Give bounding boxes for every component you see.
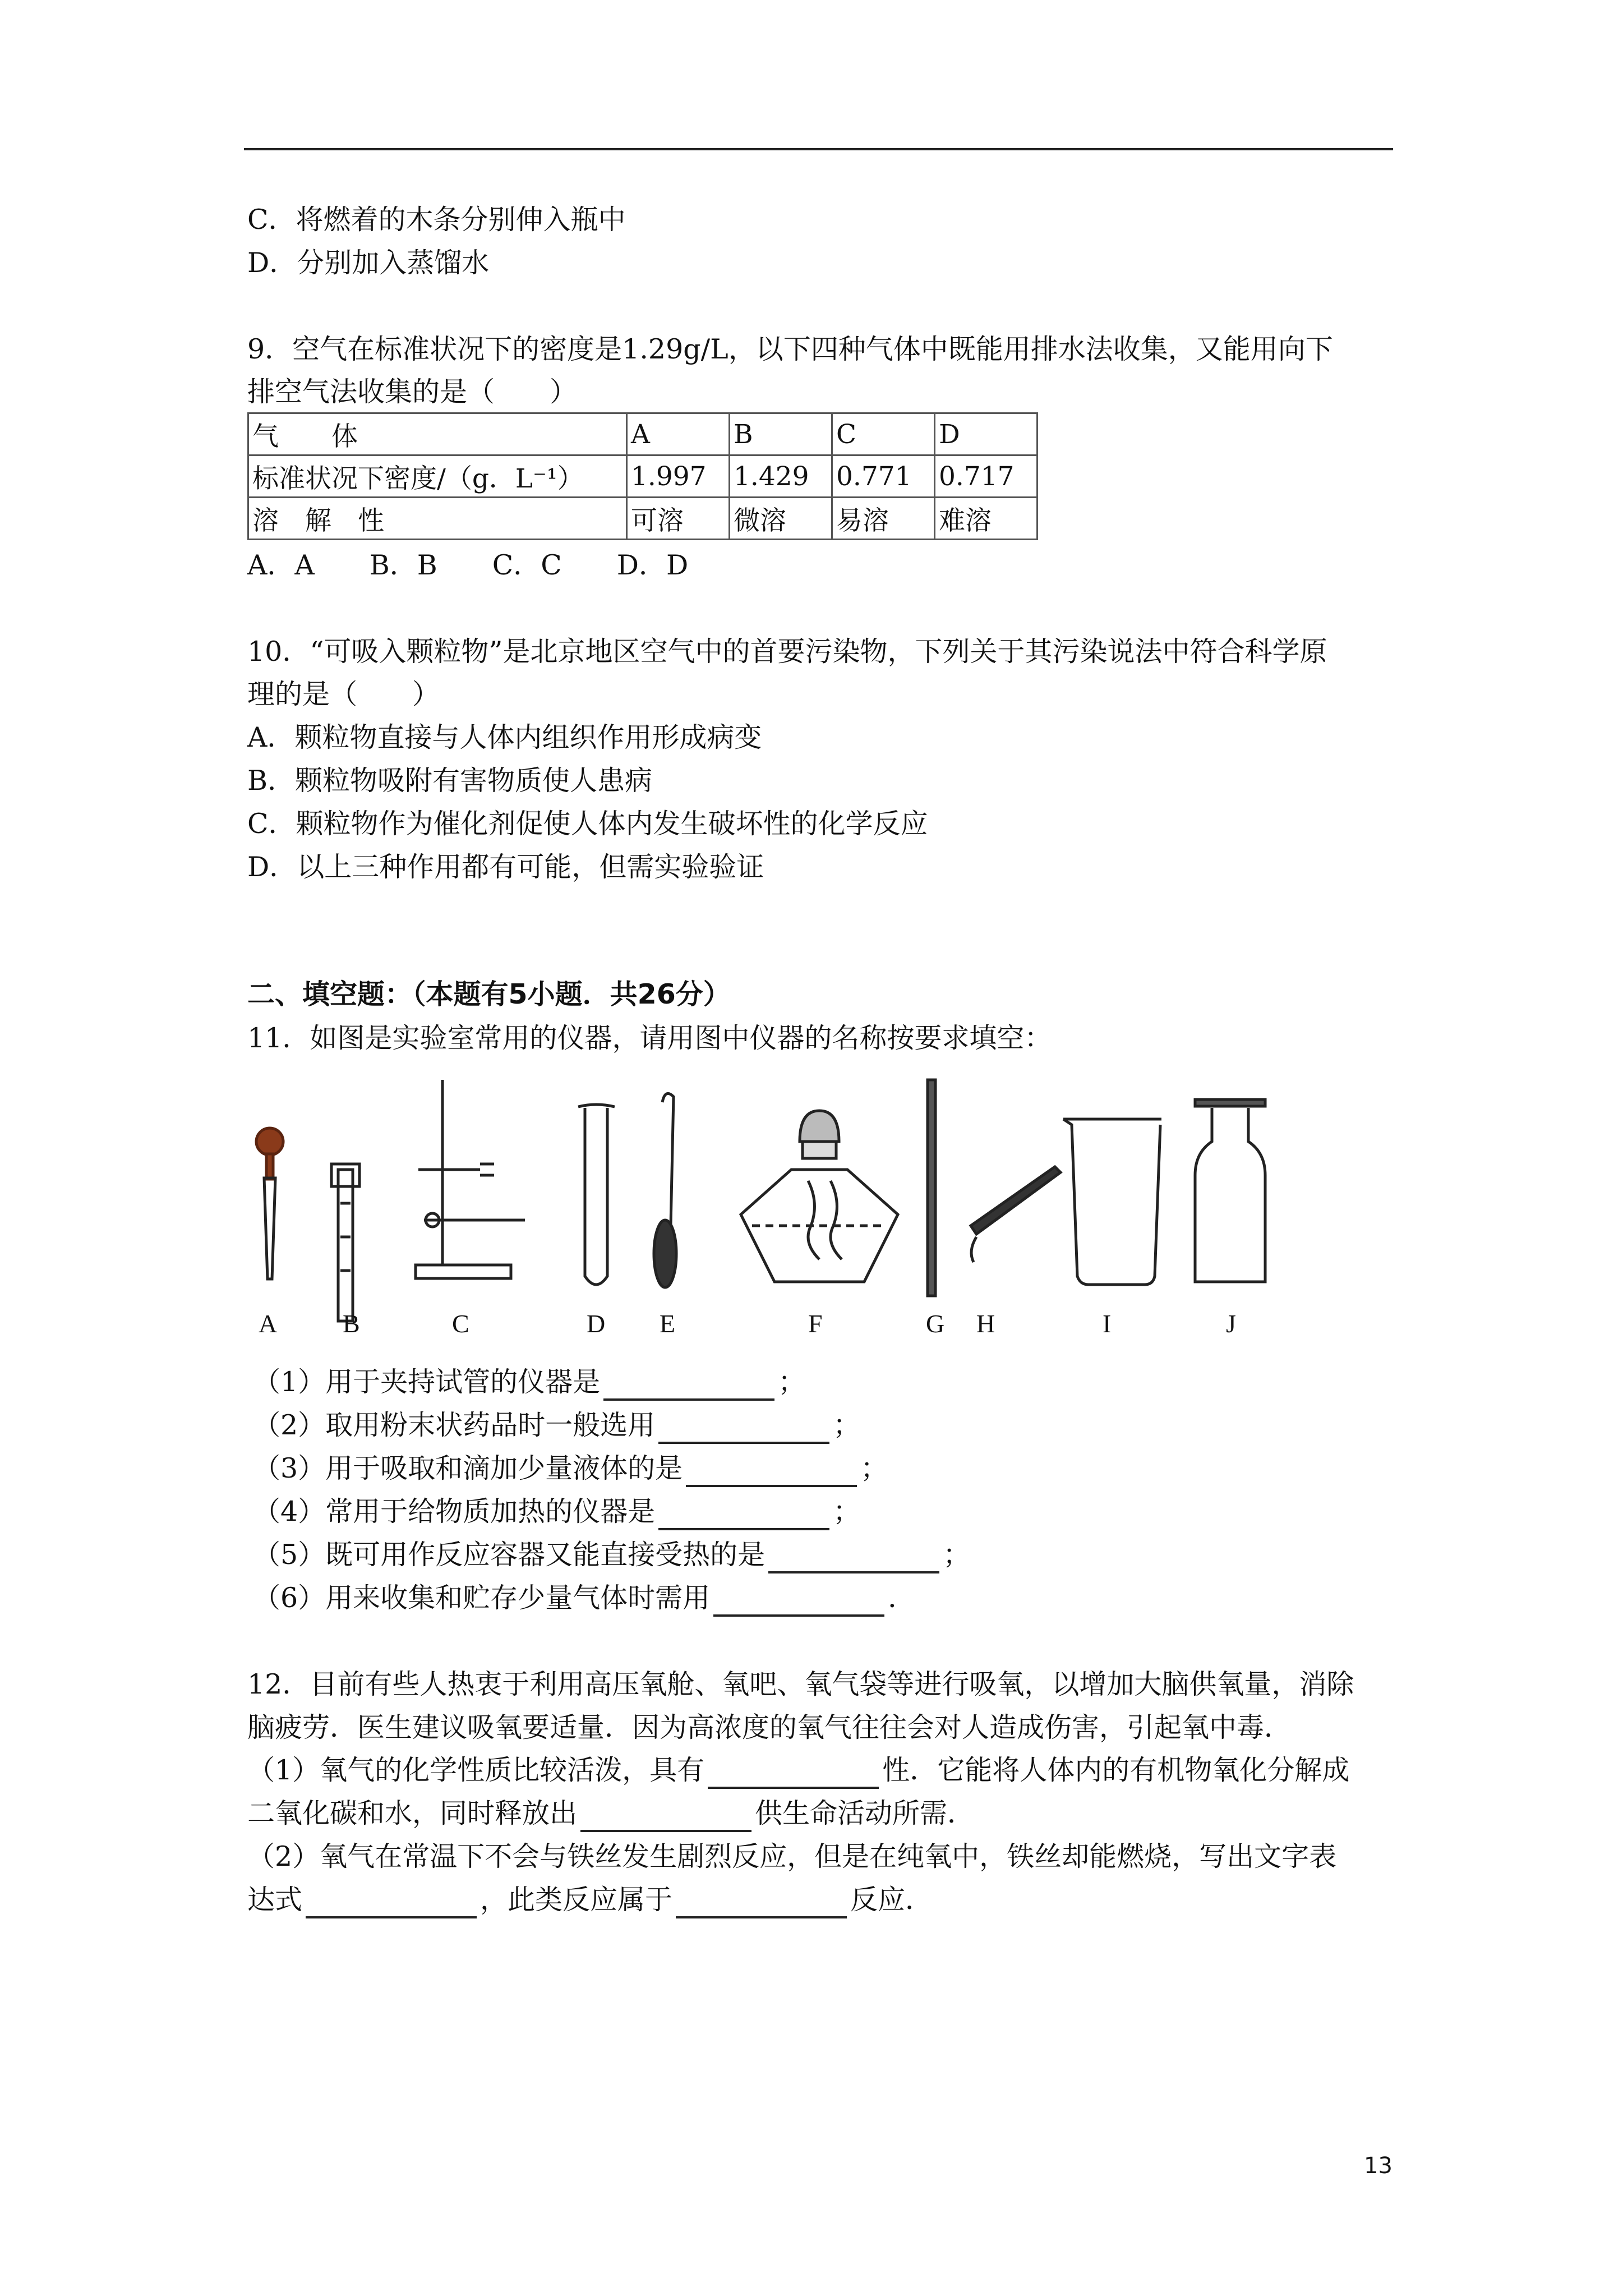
glass-rod-icon (928, 1080, 935, 1296)
q11-stem: 11．如图是实验室常用的仪器，请用图中仪器的名称按要求填空： (247, 1022, 1052, 1054)
answer-blank[interactable] (306, 1887, 477, 1918)
q10-option-c: C．颗粒物作为催化剂促使人体内发生破坏性的化学反应 (247, 808, 928, 840)
header-rule (244, 148, 1393, 150)
answer-blank[interactable] (658, 1499, 829, 1530)
q11-item-2: （2）取用粉末状药品时一般选用 ； (253, 1407, 860, 1444)
q11-item-1: （1）用于夹持试管的仪器是 ； (253, 1364, 805, 1401)
table-cell: A (627, 413, 730, 455)
table-cell: 1.429 (730, 455, 832, 498)
page-number: 13 (1364, 2153, 1393, 2179)
q12-part2-line2: 达式 ，此类反应属于 反应． (247, 1881, 933, 1918)
figure-label: H (976, 1309, 995, 1338)
figure-label: E (660, 1309, 676, 1338)
figure-label: I (1103, 1309, 1112, 1338)
table-cell: 难溶 (935, 498, 1038, 540)
figure-label: A (259, 1309, 278, 1338)
q8-option-d: D．分别加入蒸馏水 (247, 247, 490, 279)
table-cell: 标准状况下密度/（g．L⁻¹） (248, 455, 627, 498)
table-row (248, 498, 1038, 540)
answer-blank[interactable] (658, 1412, 829, 1444)
table-cell: 微溶 (730, 498, 832, 540)
table-cell: 易溶 (832, 498, 935, 540)
answer-blank[interactable] (768, 1542, 939, 1573)
table-cell: C (832, 413, 935, 455)
table-cell: B (730, 413, 832, 455)
q12-part2-line1: （2）氧气在常温下不会与铁丝发生剧烈反应，但是在纯氧中，铁丝却能燃烧，写出文字表 (247, 1841, 1337, 1872)
q10-option-d: D．以上三种作用都有可能，但需实验验证 (247, 851, 764, 883)
section-title: 二、填空题：（本题有5小题．共26分） (247, 978, 731, 1010)
medicine-spoon-icon (654, 1093, 676, 1287)
answer-blank[interactable] (603, 1369, 774, 1401)
figure-label: C (452, 1309, 469, 1338)
q11-item-3: （3）用于吸取和滴加少量液体的是 ； (253, 1450, 888, 1487)
table-cell: 气 体 (248, 413, 627, 455)
table-row (248, 455, 1038, 498)
alcohol-lamp-icon (741, 1111, 898, 1282)
density-table (247, 412, 1038, 540)
gas-bottle-icon (1195, 1099, 1265, 1282)
q9-options: A．A B．B C．C D．D (247, 549, 689, 581)
figure-label: D (587, 1309, 606, 1338)
answer-blank[interactable] (676, 1887, 847, 1918)
instruments-svg (247, 1057, 1268, 1341)
tweezers-icon (971, 1167, 1061, 1262)
test-tube-icon (578, 1105, 615, 1285)
lab-instruments-figure (247, 1057, 1268, 1341)
table-cell: 可溶 (627, 498, 730, 540)
q11-item-5: （5）既可用作反应容器又能直接受热的是 ； (253, 1536, 970, 1573)
q9-stem-line1: 9．空气在标准状况下的密度是1.29g/L，以下四种气体中既能用排水法收集，又能用向下 (247, 333, 1333, 365)
answer-blank[interactable] (580, 1801, 751, 1832)
q12-part1-line2: 二氧化碳和水，同时释放出 供生命活动所需． (247, 1795, 975, 1832)
answer-blank[interactable] (686, 1456, 857, 1487)
answer-blank[interactable] (708, 1757, 879, 1789)
table-cell: D (935, 413, 1038, 455)
figure-label: G (926, 1309, 945, 1338)
beaker-icon (1063, 1119, 1161, 1285)
table-row (248, 413, 1038, 455)
table-cell: 0.717 (935, 455, 1038, 498)
q11-item-4: （4）常用于给物质加热的仪器是 ； (253, 1493, 860, 1530)
iron-stand-icon (416, 1080, 525, 1278)
q10-stem-line1: 10．“可吸入颗粒物”是北京地区空气中的首要污染物，下列关于其污染说法中符合科学原 (247, 636, 1327, 668)
table-cell: 0.771 (832, 455, 935, 498)
figure-label: F (808, 1309, 823, 1338)
test-tube-holder-icon (331, 1164, 359, 1321)
q11-item-6: （6）用来收集和贮存少量气体时需用 ． (253, 1580, 915, 1617)
dropper-icon (256, 1128, 283, 1279)
answer-blank[interactable] (713, 1585, 884, 1617)
q10-option-b: B．颗粒物吸附有害物质使人患病 (247, 765, 653, 797)
q12-part1-line1: （1）氧气的化学性质比较活泼，具有 性．它能将人体内的有机物氧化分解成 (247, 1752, 1349, 1789)
q12-line2: 脑疲劳．医生建议吸氧要适量．因为高浓度的氧气往往会对人造成伤害，引起氧中毒． (247, 1711, 1292, 1743)
figure-label: B (343, 1309, 360, 1338)
figure-label: J (1226, 1309, 1236, 1338)
table-cell: 1.997 (627, 455, 730, 498)
q8-option-c: C．将燃着的木条分别伸入瓶中 (247, 204, 626, 236)
q10-option-a: A．颗粒物直接与人体内组织作用形成病变 (247, 721, 762, 753)
q10-stem-line2: 理的是（ ） (247, 678, 440, 710)
q12-line1: 12．目前有些人热衷于利用高压氧舱、氧吧、氧气袋等进行吸氧，以增加大脑供氧量，消除 (247, 1668, 1354, 1700)
q9-stem-line2: 排空气法收集的是（ ） (247, 376, 578, 408)
table-cell: 溶 解 性 (248, 498, 627, 540)
